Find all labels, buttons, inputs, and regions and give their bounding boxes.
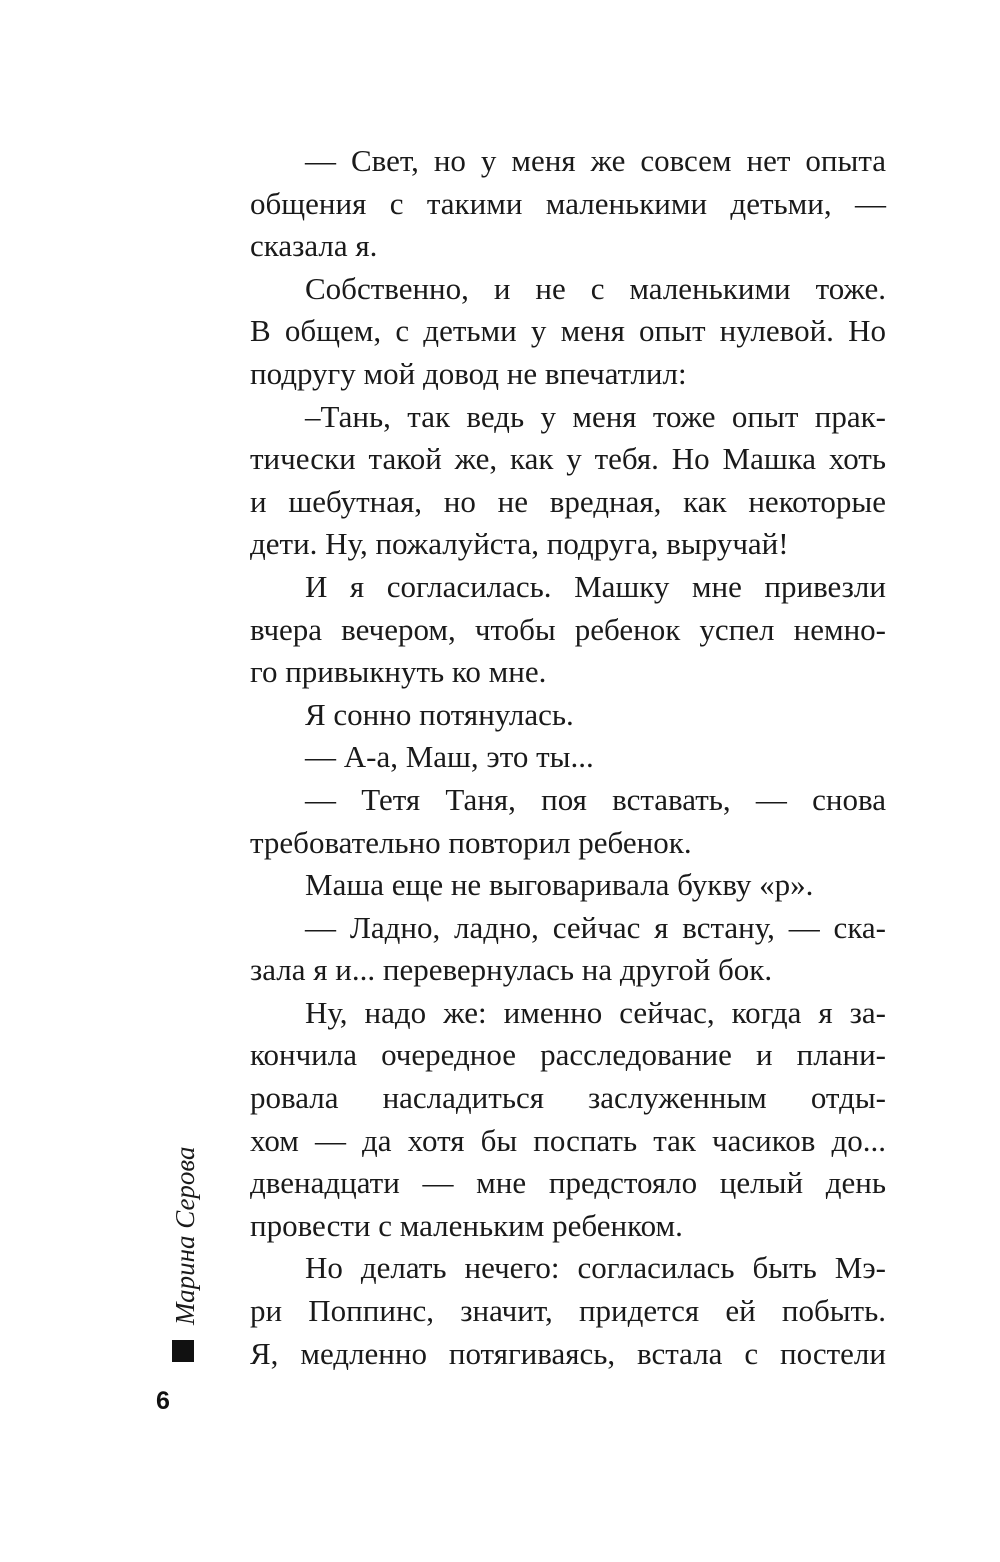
text-line: Но делать нечего: согласилась быть Мэ- (305, 1250, 886, 1286)
text-line: сказала я. (250, 228, 378, 264)
text-line: ри Поппинс, значит, придется ей побыть. (250, 1293, 886, 1329)
text-line: Собственно, и не с маленькими тоже. (305, 270, 886, 306)
running-head-author: Марина Серова (170, 1146, 200, 1325)
text-line: — А-а, Маш, это ты... (305, 739, 594, 775)
body-text (250, 140, 886, 1375)
text-line: требовательно повторил ребенок. (250, 824, 692, 860)
text-line: подругу мой довод не впечатлил: (250, 355, 687, 391)
text-line: вчера вечером, чтобы ребенок успел немно- (250, 611, 886, 647)
text-line: И я согласилась. Машку мне привезли (305, 568, 886, 604)
text-line: Я, медленно потягиваясь, встала с постели (250, 1335, 886, 1371)
running-head (165, 1135, 205, 1325)
text-line: двенадцати — мне предстояло целый день (250, 1165, 886, 1201)
text-line: Ну, надо же: именно сейчас, когда я за- (305, 994, 886, 1030)
text-line: кончила очередное расследование и плани- (250, 1037, 886, 1073)
text-line: В общем, с детьми у меня опыт нулевой. Но (250, 313, 886, 349)
text-line: го привыкнуть ко мне. (250, 654, 547, 690)
text-line: зала я и... перевернулась на другой бок. (250, 952, 773, 988)
text-line: тически такой же, как у тебя. Но Машка хоть (250, 441, 886, 477)
text-line: Маша еще не выговаривала букву «р». (305, 867, 814, 903)
text-line: — Свет, но у меня же совсем нет опыта (305, 143, 886, 178)
text-line: — Ладно, ладно, сейчас я встану, — ска- (305, 909, 886, 945)
text-line: Я сонно потянулась. (305, 696, 574, 732)
text-line: — Тетя Таня, поя вставать, — снова (305, 781, 886, 817)
text-line: провести с маленьким ребенком. (250, 1207, 683, 1243)
text-line: общения с такими маленькими детьми, — (250, 185, 886, 221)
text-line: ровала насладиться заслуженным отды- (250, 1080, 886, 1116)
text-line: дети. Ну, пожалуйста, подруга, выручай! (250, 526, 789, 562)
text-line: и шебутная, но не вредная, как некоторые (250, 483, 886, 519)
text-line: –Тань, так ведь у меня тоже опыт прак- (305, 398, 886, 434)
text-line: хом — да хотя бы поспать так часиков до... (250, 1122, 886, 1158)
page-number: 6 (156, 1387, 170, 1415)
square-ornament (172, 1340, 194, 1362)
